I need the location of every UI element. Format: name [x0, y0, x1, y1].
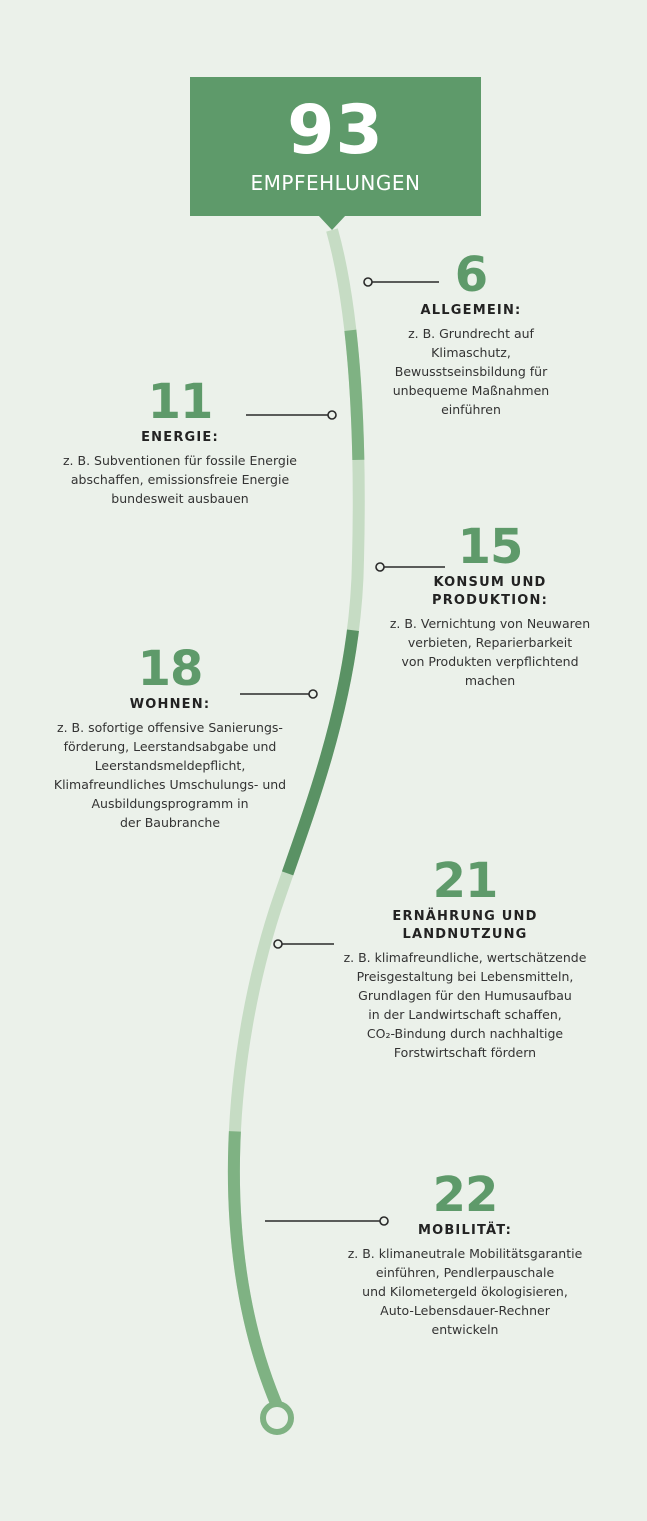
total-recommendations-box — [190, 77, 481, 216]
category-ernaehrung — [300, 853, 630, 1062]
category-description-line: z. B. klimafreundliche, wertschätzende — [343, 950, 587, 965]
category-description-line: und Kilometergeld ökologisieren, — [362, 1284, 568, 1299]
category-description — [350, 614, 630, 690]
category-title-line: MOBILITÄT: — [417, 1223, 513, 1238]
category-description-line: der Baubranche — [119, 815, 221, 830]
category-description-line: Auto-Lebensdauer-Rechner — [380, 1303, 550, 1318]
category-title-line: ENERGIE: — [141, 430, 219, 445]
category-description-line: z. B. sofortige offensive Sanierungs- — [57, 720, 283, 735]
category-description-line: Klimafreundliches Umschulungs- und — [53, 777, 287, 792]
category-wohnen — [20, 641, 320, 832]
category-description — [300, 948, 630, 1062]
category-description-line: unbequeme Maßnahmen — [392, 383, 550, 398]
category-description-line: Preisgestaltung bei Lebensmitteln, — [356, 969, 574, 984]
category-description-line: Ausbildungsprogramm in — [91, 796, 249, 811]
category-description-line: förderung, Leerstandsabgabe und — [63, 739, 277, 754]
category-title-line: WOHNEN: — [129, 697, 211, 712]
category-allgemein — [371, 247, 571, 419]
category-count: 22 — [432, 1167, 498, 1223]
total-count: 93 — [287, 91, 384, 170]
category-description-line: Forstwirtschaft fördern — [393, 1045, 537, 1060]
category-description — [300, 1244, 630, 1339]
category-title — [300, 1222, 630, 1240]
connector-dot-energie — [328, 411, 336, 419]
category-count: 15 — [457, 519, 523, 575]
connector-dot-ernaehrung — [274, 940, 282, 948]
category-description-line: abschaffen, emissionsfreie Energie — [70, 472, 290, 487]
category-description-line: z. B. Vernichtung von Neuwaren — [389, 616, 591, 631]
category-description-line: einführen, Pendlerpauschale — [375, 1265, 555, 1280]
category-description-line: entwickeln — [431, 1322, 499, 1337]
category-description-line: in der Landwirtschaft schaffen, — [368, 1007, 562, 1022]
category-title-line: PRODUKTION: — [431, 593, 549, 608]
category-count: 6 — [454, 247, 488, 303]
total-label: EMPFEHLUNGEN — [250, 171, 421, 195]
category-description-line: einführen — [441, 402, 501, 417]
category-count: 18 — [137, 641, 203, 697]
category-description-line: CO₂-Bindung durch nachhaltige — [366, 1026, 564, 1041]
header-pointer — [318, 215, 346, 230]
category-description — [371, 324, 571, 419]
category-count: 21 — [432, 853, 498, 909]
category-description-line: machen — [464, 673, 516, 688]
category-description — [40, 451, 320, 508]
category-description-line: z. B. Grundrecht auf — [408, 326, 534, 341]
category-title — [350, 574, 630, 610]
category-title — [20, 696, 320, 714]
category-title-line: KONSUM UND — [433, 575, 547, 590]
category-description-line: z. B. Subventionen für fossile Energie — [62, 453, 297, 468]
category-description-line: bundesweit ausbauen — [111, 491, 249, 506]
category-konsum — [350, 519, 630, 690]
category-description-line: verbieten, Reparierbarkeit — [407, 635, 573, 650]
category-description-line: Bewusstseinsbildung für — [394, 364, 548, 379]
category-description — [20, 718, 320, 832]
category-energie — [40, 374, 320, 508]
category-title-line: ALLGEMEIN: — [420, 303, 522, 318]
road-end-marker — [263, 1404, 291, 1432]
category-description-line: z. B. klimaneutrale Mobilitätsgarantie — [347, 1246, 583, 1261]
category-title — [40, 429, 320, 447]
category-description-line: Grundlagen für den Humusaufbau — [358, 988, 572, 1003]
category-title-line: ERNÄHRUNG UND — [392, 909, 538, 924]
category-count: 11 — [147, 374, 213, 430]
category-mobilitaet — [300, 1167, 630, 1339]
category-title — [300, 908, 630, 944]
category-description-line: von Produkten verpflichtend — [401, 654, 579, 669]
category-title-line: LANDNUTZUNG — [402, 927, 528, 942]
category-title — [371, 302, 571, 320]
category-description-line: Leerstandsmeldepflicht, — [94, 758, 246, 773]
category-description-line: Klimaschutz, — [431, 345, 511, 360]
